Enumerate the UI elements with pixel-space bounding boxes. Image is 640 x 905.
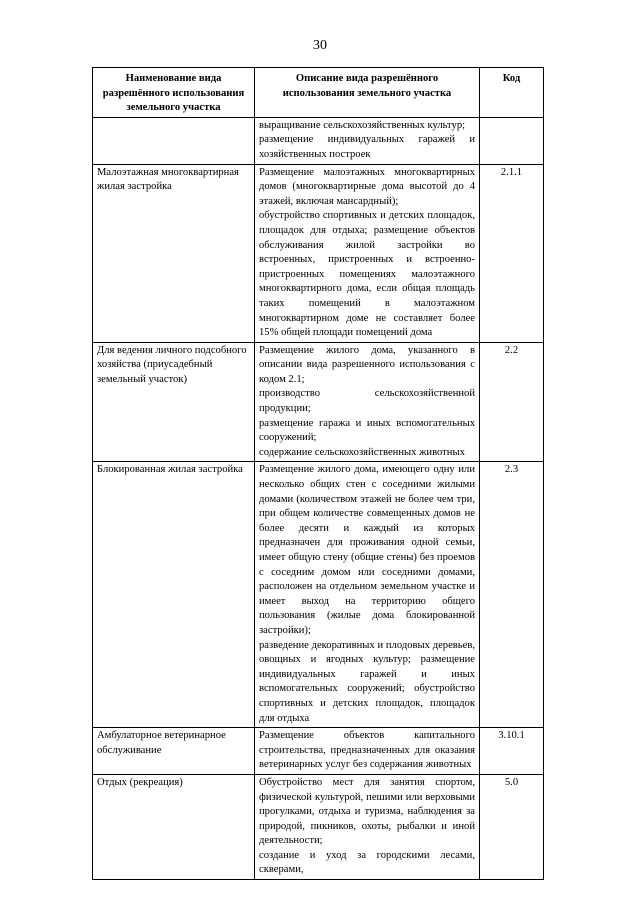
land-use-description <box>255 164 480 342</box>
description-paragraph: Размещение объектов капитального строительства, предназначенных для оказания ветеринарных услуг без содержания животных <box>259 730 475 771</box>
description-paragraph: выращивание сельскохозяйственных культур; <box>259 119 466 131</box>
table-row <box>93 117 544 164</box>
description-paragraph: Размещение малоэтажных многоквартирных домов (многоквартирные дома высотой до 4 этажей, включая мансардный); <box>259 166 475 207</box>
description-paragraph: Размещение жилого дома, имеющего одну или несколько общих стен с соседними жилыми домами (количеством этажей не более чем три, при общем количестве совмещенных домов не более десяти и каждый из которых предназначен для проживания одной семьи, имеет общую стену (общие стены) без проемов с соседним домом или соседними домами, расположен на отдельном земельном участке и имеет выход на территорию общего пользования (жилые дома блокированной застройки); <box>259 464 475 636</box>
header-code: Код <box>480 68 544 118</box>
table-row <box>93 728 544 775</box>
land-use-description <box>255 728 480 775</box>
land-use-name: Блокированная жилая застройка <box>93 462 255 728</box>
land-use-table <box>92 67 544 880</box>
land-use-description <box>255 117 480 164</box>
land-use-name: Амбулаторное ветеринарное обслуживание <box>93 728 255 775</box>
table-row <box>93 462 544 728</box>
description-paragraph: содержание сельскохозяйственных животных <box>259 446 465 458</box>
table-header-row <box>93 68 544 118</box>
description-paragraph: размещение индивидуальных гаражей и хозяйственных построек <box>259 134 475 160</box>
description-paragraph: производство сельскохозяйственной продукции; <box>259 388 475 415</box>
land-use-description <box>255 342 480 462</box>
description-paragraph: создание и уход за городскими лесами, скверами, <box>259 849 475 876</box>
land-use-description <box>255 462 480 728</box>
land-use-name: Отдых (рекреация) <box>93 774 255 879</box>
description-paragraph: Обустройство мест для занятия спортом, физической культурой, пешими или верховыми прогулками, отдыха и туризма, наблюдения за природой, пикников, охоты, рыбалки и иной деятельности; <box>259 776 475 847</box>
table-row <box>93 342 544 462</box>
land-use-name: Для ведения личного подсобного хозяйства (приусадебный земельный участок) <box>93 342 255 462</box>
land-use-code: 3.10.1 <box>480 728 544 775</box>
land-use-description <box>255 774 480 879</box>
page-number: 30 <box>313 38 327 53</box>
description-paragraph: обустройство спортивных и детских площадок, площадок для отдыха; размещение объектов обслуживания жилой застройки во встроенных, пристроенных и встроенно-пристроенных помещениях малоэтажного многоквартирного дома, если общая площадь таких помещений в малоэтажном многоквартирном доме не составляет более 15% общей площади помещений дома <box>259 210 475 339</box>
land-use-code: 2.1.1 <box>480 164 544 342</box>
land-use-name: Малоэтажная многоквартирная жилая застройка <box>93 164 255 342</box>
land-use-code: 5.0 <box>480 774 544 879</box>
land-use-name <box>93 117 255 164</box>
description-paragraph: размещение гаража и иных вспомогательных сооружений; <box>259 417 475 444</box>
table-row <box>93 774 544 879</box>
table-row <box>93 164 544 342</box>
land-use-code: 2.3 <box>480 462 544 728</box>
header-description: Описание вида разрешённого использования земельного участка <box>255 68 480 118</box>
land-use-code <box>480 117 544 164</box>
description-paragraph: Размещение жилого дома, указанного в описании вида разрешенного использования с кодом 2.1; <box>259 344 475 385</box>
land-use-code: 2.2 <box>480 342 544 462</box>
header-name: Наименование вида разрешённого использования земельного участка <box>93 68 255 118</box>
description-paragraph: разведение декоративных и плодовых деревьев, овощных и ягодных культур; размещение индивидуальных гаражей и иных вспомогательных сооружений; обустройство спортивных и детских площадок, площадок для отдыха <box>259 639 475 724</box>
